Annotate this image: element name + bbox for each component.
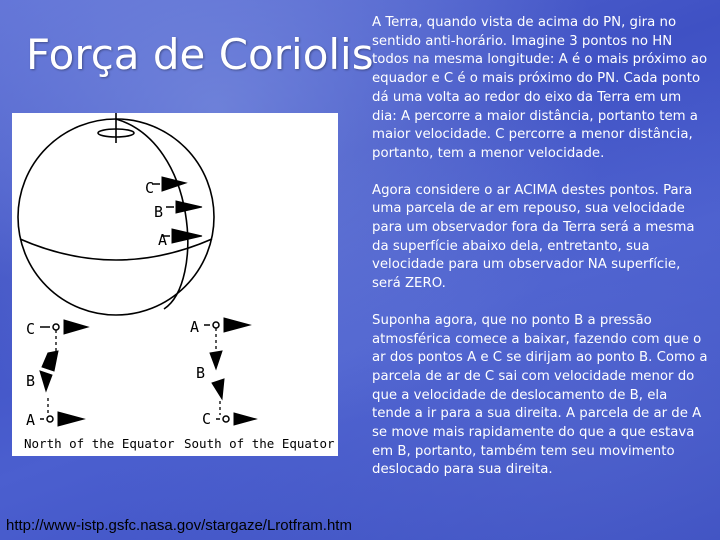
figure-panel: [12, 113, 338, 456]
north-label-c: C: [26, 320, 36, 338]
south-dot-c: [223, 416, 229, 422]
south-label-a: A: [190, 318, 200, 336]
paragraph-2: Agora considere o ar ACIMA destes pontos. Para uma parcela de ar em repouso, sua velocidade para um observador fora da Terra será a mesma da superfície abaixo dela, entretanto, sua velocidade para um observador NA superfície, será ZERO.: [372, 182, 695, 292]
south-label-b: B: [196, 364, 206, 382]
north-panel: [24, 320, 175, 451]
coriolis-diagram: [12, 113, 338, 456]
source-url: http://www-istp.gsfc.nasa.gov/stargaze/Lrotfram.htm: [6, 517, 352, 534]
globe-arrow-c: [162, 177, 186, 191]
paragraph-3: Suponha agora, que no ponto B a pressão atmosférica comece a baixar, fazendo com que o ar dos pontos A e C se dirijam ao ponto B. Como a parcela de ar de C sai com velocidade menor do que a velocidade de deslocamento de B, ela tende a ir para a sua direita. A parcela de ar de A se move mais rapidamente do que a que estava em B, portanto, também tem seu movimento deslocado para sua direita.: [372, 312, 708, 478]
south-dot-a: [213, 322, 219, 328]
south-label-c: C: [202, 410, 212, 428]
south-panel: [184, 318, 335, 451]
globe-outline: [18, 119, 214, 315]
globe-meridian: [116, 119, 188, 309]
north-caption: North of the Equator: [24, 436, 175, 451]
north-label-a: A: [26, 411, 36, 429]
south-arrow-bc: [212, 379, 224, 399]
slide-title: Força de Coriolis: [26, 30, 374, 79]
globe: [18, 113, 214, 315]
north-label-b: B: [26, 372, 36, 390]
globe-label-a: A: [158, 231, 168, 249]
globe-arrow-b: [176, 201, 202, 213]
globe-label-c: C: [145, 179, 155, 197]
south-arrow-c: [234, 413, 256, 425]
south-arrow-ab: [210, 351, 222, 369]
north-arrow-a: [58, 412, 84, 426]
globe-parallel-lower: [20, 239, 212, 260]
north-arrow-c: [64, 320, 88, 334]
north-arrow-ba: [40, 371, 52, 391]
globe-label-b: B: [154, 203, 164, 221]
north-dot-a: [47, 416, 53, 422]
paragraph-1: A Terra, quando vista de acima do PN, gira no sentido anti-horário. Imagine 3 pontos no HN todos na mesma longitude: A é o mais próximo ao equador e C é o mais próximo do PN. Cada ponto dá uma volta ao redor do eixo da Terra em um dia: A percorre a maior distância, portanto tem a maior velocidade. C percorre a menor distância, portanto, tem a menor velocidade.: [372, 15, 708, 161]
south-arrow-a: [224, 318, 250, 332]
north-dot-c: [53, 324, 59, 330]
text-column: [372, 14, 708, 480]
south-caption: South of the Equator: [184, 436, 335, 451]
north-arrow-cb: [42, 351, 58, 371]
